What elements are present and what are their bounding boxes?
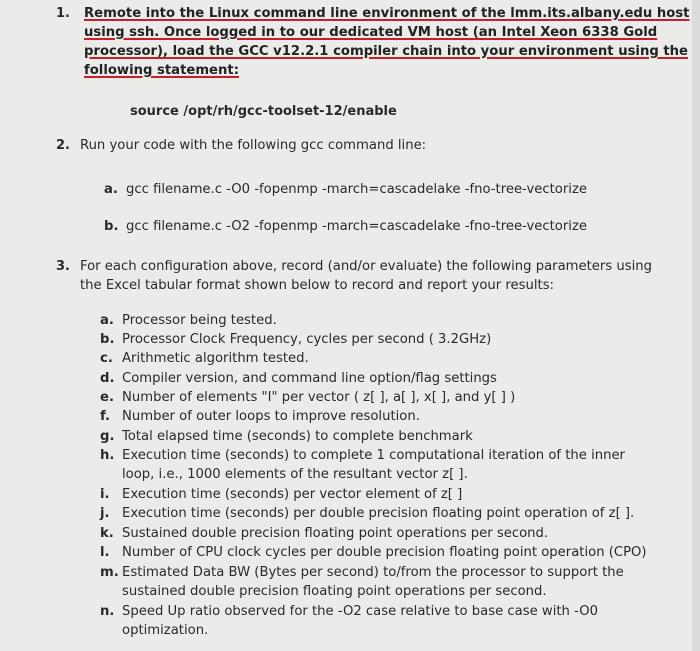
sub-label: g. xyxy=(100,429,115,444)
param-m xyxy=(100,565,624,580)
item-1-number: 1. xyxy=(56,6,70,21)
item-3-line-1: For each configuration above, record (and/or evaluate) the following parameters using xyxy=(80,259,653,274)
param-text: sustained double precision floating point operations per second. xyxy=(122,584,547,599)
sub-label: e. xyxy=(100,390,114,405)
sub-label: a. xyxy=(100,313,114,328)
param-text: Number of elements "I" per vector ( z[ ], a[ ], x[ ], and y[ ] ) xyxy=(122,390,516,405)
param-e xyxy=(100,390,515,405)
param-text: Speed Up ratio observed for the -O2 case relative to base case with -O0 xyxy=(122,604,598,619)
param-n xyxy=(100,604,598,619)
sub-label: f. xyxy=(100,409,111,424)
param-text: optimization. xyxy=(122,623,209,638)
param-m-cont xyxy=(122,584,547,599)
sub-label: b. xyxy=(104,219,119,234)
sub-label: k. xyxy=(100,526,114,541)
sub-label: i. xyxy=(100,487,110,502)
sub-label: d. xyxy=(100,371,115,386)
param-k xyxy=(100,526,548,541)
param-h-cont xyxy=(122,467,468,482)
item-1-line-3: processor), load the GCC v12.2.1 compiler chain into your environment using the xyxy=(84,44,689,59)
param-text: Estimated Data BW (Bytes per second) to/from the processor to support the xyxy=(122,565,624,580)
param-c xyxy=(100,351,309,366)
param-h xyxy=(100,448,625,463)
page-edge-shadow xyxy=(692,0,700,651)
sub-label: m. xyxy=(100,565,119,580)
param-n-cont xyxy=(122,623,208,638)
item-2-sub-a xyxy=(104,182,587,197)
param-text: Compiler version, and command line option/flag settings xyxy=(122,371,497,386)
item-2-sub-b xyxy=(104,219,587,234)
sub-label: b. xyxy=(100,332,115,347)
item-2-text: Run your code with the following gcc command line: xyxy=(80,138,427,153)
item-1-line-4: following statement: xyxy=(84,63,239,78)
param-text: Execution time (seconds) per double precision floating point operation of z[ ]. xyxy=(122,506,635,521)
item-2-number: 2. xyxy=(56,138,70,153)
sub-label: a. xyxy=(104,182,118,197)
gcc-command-o0: gcc filename.c -O0 -fopenmp -march=cascadelake -fno-tree-vectorize xyxy=(126,182,587,197)
param-text: Execution time (seconds) per vector element of z[ ] xyxy=(122,487,463,502)
item-3-number: 3. xyxy=(56,259,70,274)
param-text: Number of outer loops to improve resolution. xyxy=(122,409,420,424)
param-l xyxy=(100,545,647,560)
sub-label: l. xyxy=(100,545,110,560)
param-text: Sustained double precision floating point operations per second. xyxy=(122,526,549,541)
param-b xyxy=(100,332,491,347)
sub-label: j. xyxy=(100,506,110,521)
param-text: Processor being tested. xyxy=(122,313,277,328)
sub-label: h. xyxy=(100,448,115,463)
param-f xyxy=(100,409,420,424)
param-text: Execution time (seconds) to complete 1 computational iteration of the inner xyxy=(122,448,625,463)
param-d xyxy=(100,371,497,386)
item-3-line-2: the Excel tabular format shown below to record and report your results: xyxy=(80,278,555,293)
item-1-line-2: using ssh. Once logged in to our dedicated VM host (an Intel Xeon 6338 Gold xyxy=(84,25,658,40)
param-text: Total elapsed time (seconds) to complete benchmark xyxy=(122,429,473,444)
param-i xyxy=(100,487,462,502)
param-g xyxy=(100,429,473,444)
gcc-command-o2: gcc filename.c -O2 -fopenmp -march=cascadelake -fno-tree-vectorize xyxy=(126,219,587,234)
param-text: Arithmetic algorithm tested. xyxy=(122,351,309,366)
param-text: loop, i.e., 1000 elements of the resultant vector z[ ]. xyxy=(122,467,468,482)
source-command: source /opt/rh/gcc-toolset-12/enable xyxy=(130,104,397,119)
sub-label: c. xyxy=(100,351,113,366)
param-text: Processor Clock Frequency, cycles per second ( 3.2GHz) xyxy=(122,332,492,347)
param-j xyxy=(100,506,634,521)
param-a xyxy=(100,313,277,328)
param-text: Number of CPU clock cycles per double precision floating point operation (CPO) xyxy=(122,545,647,560)
item-1-line-1: Remote into the Linux command line environment of the lmm.its.albany.edu host xyxy=(84,6,690,21)
sub-label: n. xyxy=(100,604,115,619)
